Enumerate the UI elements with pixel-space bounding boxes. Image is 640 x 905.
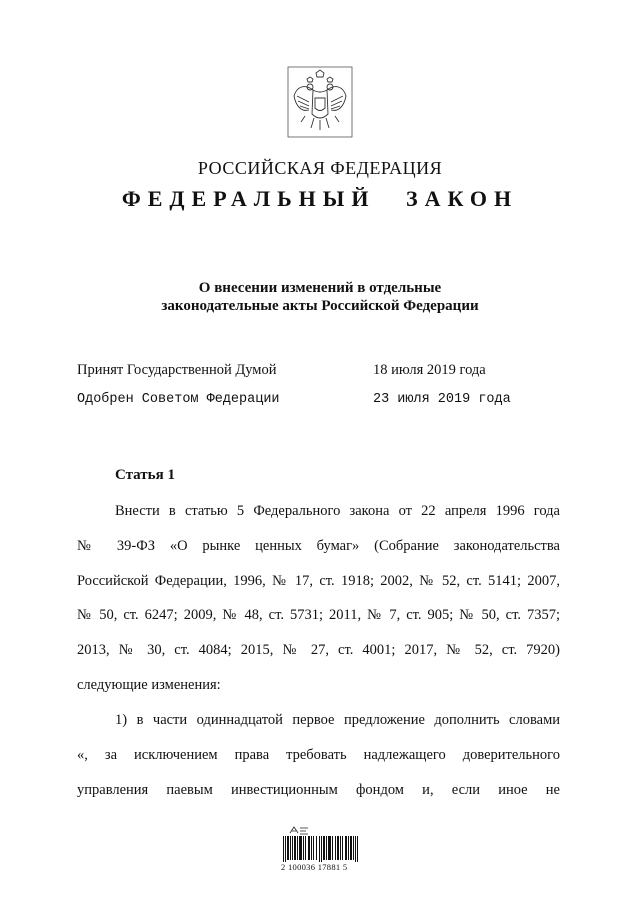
article-paragraph xyxy=(77,494,560,703)
coat-of-arms-emblem xyxy=(287,66,353,138)
duma-adoption-label: Принят Государственной Думой xyxy=(77,362,277,378)
barcode-number: 2 100036 17881 5 xyxy=(281,862,348,872)
law-title-line: законодательные акты Российской Федерации xyxy=(161,298,479,314)
document-type-heading: ФЕДЕРАЛЬНЫЙ ЗАКОН xyxy=(121,186,519,211)
paragraph-line: 1) в части одиннадцатой первое предложение дополнить словами xyxy=(115,712,560,728)
paragraph-line: управления паевым инвестиционным фондом и, если иное не xyxy=(77,781,560,798)
registry-logo-icon xyxy=(288,825,310,835)
paragraph-line: 2013, № 30, ст. 4084; 2015, № 27, ст. 4001; 2017, № 52, ст. 7920) xyxy=(77,642,560,659)
council-approval-label: Одобрен Советом Федерации xyxy=(77,392,280,407)
duma-adoption-date: 18 июля 2019 года xyxy=(373,362,486,378)
paragraph-line: следующие изменения: xyxy=(77,676,221,693)
article-paragraph xyxy=(77,703,560,807)
barcode xyxy=(283,836,360,862)
paragraph-line: № 50, ст. 6247; 2009, № 48, ст. 5731; 2011, № 7, ст. 905; № 50, ст. 7357; xyxy=(77,607,560,624)
paragraph-line: Российской Федерации, 1996, № 17, ст. 1918; 2002, № 52, ст. 5141; 2007, xyxy=(77,572,560,589)
article-heading: Статья 1 xyxy=(115,467,175,483)
council-approval-date: 23 июля 2019 года xyxy=(373,392,511,407)
paragraph-line: «, за исключением права требовать надлежащего доверительного xyxy=(77,746,560,763)
country-name: РОССИЙСКАЯ ФЕДЕРАЦИЯ xyxy=(197,158,443,178)
paragraph-line: № 39-ФЗ «О рынке ценных бумаг» (Собрание законодательства xyxy=(77,537,560,554)
law-title xyxy=(0,279,640,315)
paragraph-line: Внести в статью 5 Федерального закона от 22 апреля 1996 года xyxy=(115,503,560,519)
law-title-line: О внесении изменений в отдельные xyxy=(198,280,442,296)
